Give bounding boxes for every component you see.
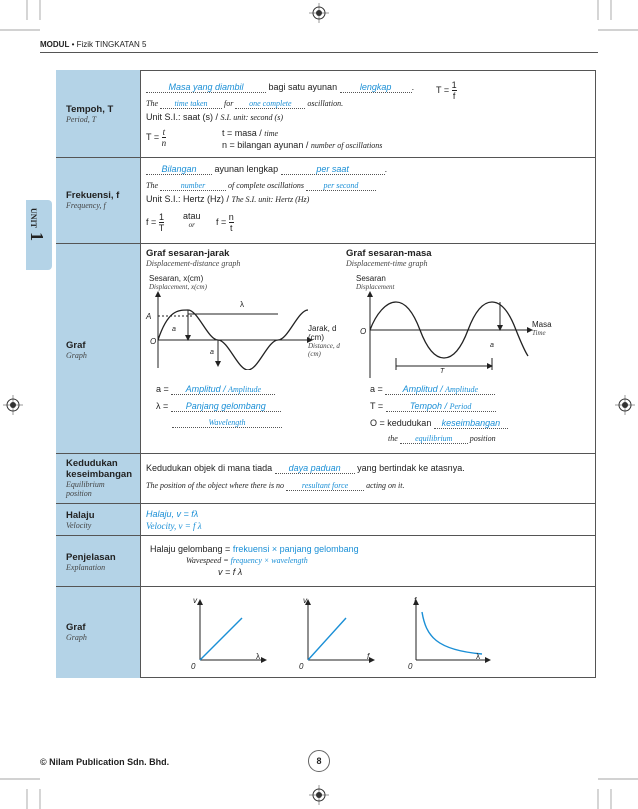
right-period-answer[interactable]: Tempoh / [409, 401, 448, 411]
right-equilibrium-en: the equilibrium position [388, 434, 496, 443]
frekuensi-def-line: Bilangan ayunan lengkap per saat . [146, 164, 387, 175]
g2-y-label: v [303, 596, 307, 605]
left-y-axis-label: Sesaran, x(cm) Displacement, x(cm) [149, 274, 207, 291]
right-equilibrium-answer[interactable]: keseimbangan [434, 418, 508, 429]
frekuensi-unit: Unit S.I.: Hertz (Hz) / The S.I. unit: Hertz (Hz) [146, 194, 310, 204]
right-amplitude-answer[interactable]: Amplitud / [402, 384, 443, 394]
kedudukan-blank[interactable]: daya paduan [275, 463, 355, 474]
row-divider [56, 586, 596, 587]
frekuensi-atau: atau or [183, 211, 201, 229]
penjelasan-line-2: Wavespeed = frequency × wavelength [186, 556, 308, 565]
row-label-halaju: Halaju Velocity [66, 510, 95, 530]
right-graph-title: Graf sesaran-masa Displacement-time graph [346, 248, 432, 268]
tempoh-def-line: Masa yang diambil bagi satu ayunan lengkap . [146, 82, 414, 93]
graph-f-vs-lambda [412, 598, 492, 664]
halaju-line-2: Velocity, v = f λ [146, 521, 202, 531]
row-label-frekuensi: Frekuensi, f Frequency, f [66, 190, 120, 210]
left-wavelength-line: λ = Panjang gelombang [156, 401, 281, 412]
tempoh-side-formula: T = $\frac{1}{f}$ [436, 80, 457, 101]
row-label-graf-2: Graf Graph [66, 622, 87, 642]
displacement-distance-graph [144, 290, 314, 370]
registration-bottom-icon [309, 785, 329, 805]
left-a-upper: a [172, 326, 176, 333]
footer-publisher: © Nilam Publication Sdn. Bhd. [40, 757, 170, 767]
row-divider [56, 243, 596, 244]
displacement-time-graph [360, 290, 536, 380]
g1-y-label: v [193, 596, 197, 605]
right-a: a [490, 342, 494, 349]
tempoh-def-n: n = bilangan ayunan / number of oscillations [222, 140, 383, 150]
header-rule [40, 52, 598, 53]
kedudukan-en-line: The position of the object where there is no resultant force acting on it. [146, 481, 405, 490]
penjelasan-line-3: v = f λ [218, 567, 243, 577]
row-label-tempoh: Tempoh, T Period, T [66, 104, 114, 124]
row-divider [56, 503, 596, 504]
tempoh-en-blank-1[interactable]: time taken [160, 99, 222, 109]
left-amplitude-line: a = Amplitud / Amplitude [156, 384, 275, 395]
g1-origin: 0 [191, 662, 196, 671]
registration-left-icon [3, 395, 23, 415]
linear-line [200, 618, 242, 660]
registration-right-icon [615, 395, 635, 415]
left-O: O [150, 337, 157, 346]
halaju-line-1: Halaju, v = fλ [146, 509, 199, 519]
row-label-graf: Graf Graph [66, 340, 87, 360]
right-equilibrium-line: O = kedudukan keseimbangan [370, 418, 508, 429]
row-divider [56, 535, 596, 536]
right-period-line: T = Tempoh / Period [370, 401, 496, 412]
registration-top-icon [309, 3, 329, 23]
left-a-lower: a [210, 349, 214, 356]
tempoh-blank-1[interactable]: Masa yang diambil [146, 82, 266, 93]
frekuensi-formula-2: f = $\frac{n}{t}$ [216, 212, 234, 233]
graph-v-vs-f [304, 598, 376, 664]
page-header: MODUL • Fizik TINGKATAN 5 [40, 40, 147, 49]
left-wavelength-answer[interactable]: Panjang gelombang [171, 401, 281, 412]
g2-origin: 0 [299, 662, 304, 671]
frekuensi-en-line: The number of complete oscillations per second [146, 181, 376, 191]
page-number: 8 [308, 750, 330, 772]
left-wavelength-en: Wavelength [172, 418, 282, 428]
left-x-axis-label: Jarak, d (cm) Distance, d (cm) [308, 324, 340, 358]
tempoh-unit: Unit S.I.: saat (s) / S.I. unit: second (s) [146, 112, 283, 122]
kedudukan-def-line: Kedudukan objek di mana tiada daya paduan yang bertindak ke atasnya. [146, 463, 465, 473]
tempoh-en-blank-2[interactable]: one complete [235, 99, 305, 109]
tempoh-blank-2[interactable]: lengkap [340, 82, 412, 93]
right-y-axis-label: Sesaran Displacement [356, 274, 395, 291]
unit-tab [26, 200, 52, 270]
frekuensi-blank-2[interactable]: per saat [281, 164, 385, 175]
unit-number: 1 [27, 232, 47, 242]
inverse-curve [422, 612, 482, 654]
tempoh-en-line: The time taken for one complete oscillation. [146, 99, 344, 108]
g3-origin: 0 [408, 662, 413, 671]
tempoh-def-t: t = masa / time [222, 128, 279, 138]
left-A: A [146, 312, 152, 321]
left-amplitude-answer[interactable]: Amplitud / [185, 384, 226, 394]
row-label-kedudukan: Kedudukan keseimbangan Equilibrium position [66, 458, 132, 498]
g2-x-label: f [367, 652, 370, 661]
tempoh-formula: T = $\frac{t}{n}$ [146, 127, 167, 148]
g3-y-label: f [414, 596, 417, 605]
left-graph-title: Graf sesaran-jarak Displacement-distance graph [146, 248, 241, 268]
right-T: T [440, 368, 445, 375]
row-divider [56, 453, 596, 454]
g1-x-label: λ [256, 652, 260, 661]
row-label-penjelasan: Penjelasan Explanation [66, 552, 116, 572]
left-lambda: λ [240, 300, 244, 309]
g3-x-label: λ [476, 652, 480, 661]
right-O: O [360, 327, 367, 336]
right-amplitude-line: a = Amplitud / Amplitude [370, 384, 495, 395]
frekuensi-formula-1: f = $\frac{1}{T}$ [146, 212, 165, 233]
frekuensi-blank-1[interactable]: Bilangan [146, 164, 212, 175]
penjelasan-line-1: Halaju gelombang = frekuensi × panjang gelombang [150, 544, 359, 554]
linear-line [308, 618, 346, 660]
row-divider [56, 157, 596, 158]
frekuensi-en-blank-1[interactable]: number [160, 181, 226, 191]
unit-word: UNIT [29, 208, 38, 229]
right-x-axis-label: Masa Time [532, 320, 552, 337]
frekuensi-en-blank-2[interactable]: per second [306, 181, 376, 191]
